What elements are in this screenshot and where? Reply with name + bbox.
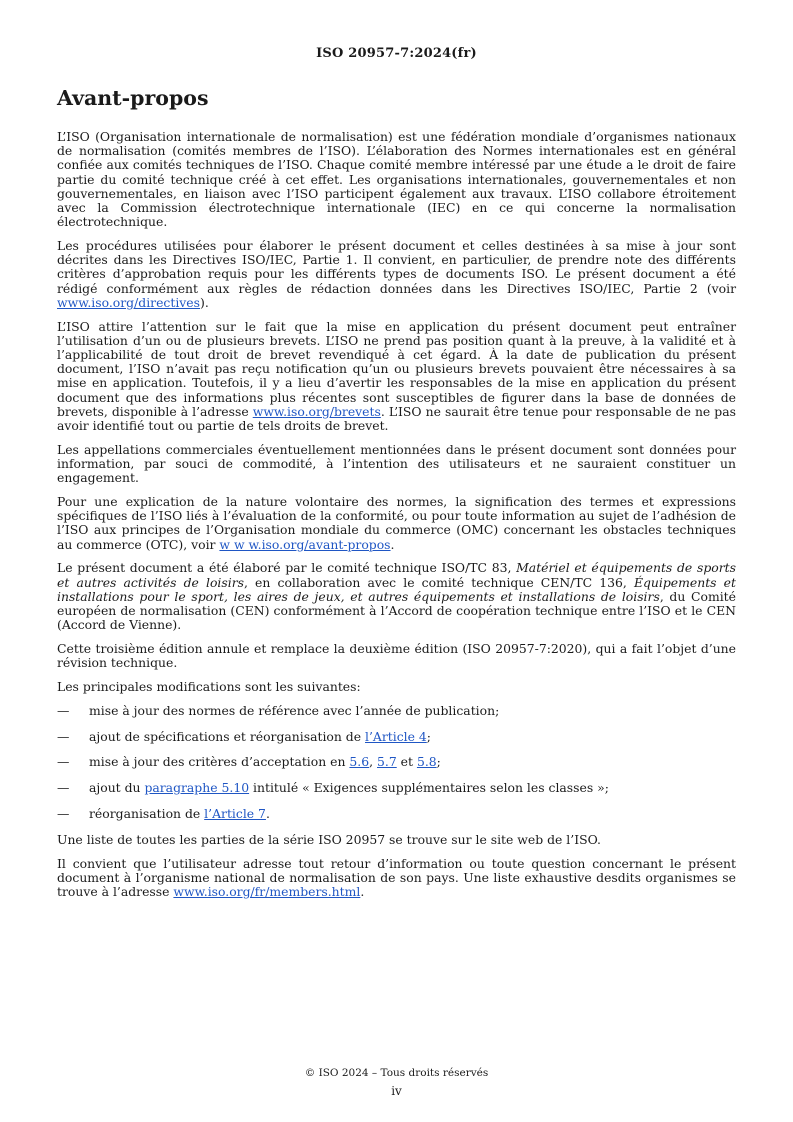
paragraph-voluntary-nature: Pour une explication de la nature volontaire des normes, la signification des termes et expressions spécifiques de l’ISO liés à l’évaluation de la conformité, ou pour toute information au sujet de l’adhésion de l’ISO aux principes de l’Organisation mondiale du commerce (OMC) concernant les obstacles techniques au commerce (OTC), voir w w w.iso.org/avant-propos. bbox=[57, 494, 736, 552]
paragraph-iso-intro: L’ISO (Organisation internationale de normalisation) est une fédération mondiale d’organismes nationaux de normalisation (comités membres de l’ISO). L’élaboration des Normes internationales est en général confiée aux comités techniques de l’ISO. Chaque comité membre intéressé par une étude a le droit de faire partie du comité technique créé à cet effet. Les organisations internationales, gouvernementales et non gouvernementales, en liaison avec l’ISO participent également aux travaux. L’ISO collabore étroitement avec la Commission électrotechnique internationale (IEC) en ce qui concerne la normalisation électrotechnique. bbox=[57, 129, 736, 230]
paragraph-patents: L’ISO attire l’attention sur le fait que la mise en application du présent document peut entraîner l’utilisation d’un ou de plusieurs brevets. L’ISO ne prend pas position quant à la preuve, à la validité et à l’applicabilité de tout droit de brevet revendiqué à cet égard. À la date de publication du présent document, l’ISO n’avait pas reçu notification qu’un ou plusieurs brevets pouvaient être nécessaires à sa mise en application. Toutefois, il y a lieu d’avertir les responsables de la mise en application du présent document que des informations plus récentes sont susceptibles de figurer dans la base de données de brevets, disponible à l’adresse www.iso.org/brevets. L’ISO ne saurait être tenue pour responsable de ne pas avoir identifié tout ou partie de tels droits de brevet. bbox=[57, 318, 736, 434]
list-item: — mise à jour des critères d’acceptation en 5.6, 5.7 et 5.8; bbox=[57, 754, 441, 770]
dash-marker: — bbox=[57, 780, 70, 796]
dash-marker: — bbox=[57, 806, 70, 822]
paragraph-edition: Cette troisième édition annule et remplace la deuxième édition (ISO 20957-7:2020), qui a fait l’objet d’une révision technique. bbox=[57, 641, 736, 671]
list-item: — réorganisation de l’Article 7. bbox=[57, 806, 270, 822]
list-item: — mise à jour des normes de référence avec l’année de publication; bbox=[57, 702, 500, 718]
paragraph-feedback: Il convient que l’utilisateur adresse tout retour d’information ou toute question concernant le présent document à l’organisme national de normalisation de son pays. Une liste exhaustive desdits organismes se trouve à l’adresse www.iso.org/fr/members.html. bbox=[57, 855, 736, 900]
dash-marker: — bbox=[57, 728, 70, 744]
paragraph-procedures: Les procédures utilisées pour élaborer le présent document et celles destinées à sa mise à jour sont décrites dans les Directives ISO/IEC, Partie 1. Il convient, en particulier, de prendre note des différents critères d’approbation requis pour les différents types de documents ISO. Le présent document a été rédigé conformément aux règles de rédaction données dans les Directives ISO/IEC, Partie 2 (voir www.iso.org/directives). bbox=[57, 238, 736, 310]
copyright-footer: © ISO 2024 – Tous droits réservés bbox=[304, 1067, 489, 1079]
document-body bbox=[57, 130, 736, 899]
page-number: iv bbox=[391, 1084, 402, 1098]
list-item: — ajout de spécifications et réorganisation de l’Article 4; bbox=[57, 728, 431, 744]
foreword-link[interactable]: w w w.iso.org/avant-propos bbox=[219, 536, 391, 552]
article-7-link[interactable]: l’Article 7 bbox=[204, 806, 266, 822]
dash-marker: — bbox=[57, 702, 70, 718]
clause-5-7-link[interactable]: 5.7 bbox=[377, 754, 397, 770]
paragraph-trade-names: Les appellations commerciales éventuellement mentionnées dans le présent document sont données pour information, par souci de commodité, à l’intention des utilisateurs et ne sauraient constituer un engagement. bbox=[57, 441, 736, 486]
dash-marker: — bbox=[57, 754, 70, 770]
directives-link[interactable]: www.iso.org/directives bbox=[57, 294, 200, 310]
clause-5-6-link[interactable]: 5.6 bbox=[349, 754, 370, 770]
clause-5-8-link[interactable]: 5.8 bbox=[416, 754, 437, 770]
patents-link[interactable]: www.iso.org/brevets bbox=[252, 403, 381, 419]
article-4-link[interactable]: l’Article 4 bbox=[365, 728, 427, 744]
members-link[interactable]: www.iso.org/fr/members.html bbox=[173, 884, 361, 900]
list-item: — ajout du paragraphe 5.10 intitulé « Exigences supplémentaires selon les classes »; bbox=[57, 780, 609, 796]
document-header: ISO 20957-7:2024(fr) bbox=[316, 46, 477, 61]
paragraph-changes-intro: Les principales modifications sont les suivantes: bbox=[57, 679, 361, 695]
paragraph-committee: Le présent document a été élaboré par le comité technique ISO/TC 83, Matériel et équipements de sports et autres activités de loisirs, en collaboration avec le comité technique CEN/TC 136, Équipements et installations pour le sport, les aires de jeux, et autres équipements et installations de loisirs, du Comité européen de normalisation (CEN) conformément à l’Accord de coopération technique entre l’ISO et le CEN (Accord de Vienne). bbox=[57, 560, 736, 633]
paragraph-5-10-link[interactable]: paragraphe 5.10 bbox=[144, 780, 250, 796]
paragraph-series: Une liste de toutes les parties de la série ISO 20957 se trouve sur le site web de l’ISO. bbox=[57, 831, 601, 847]
section-title: Avant-propos bbox=[57, 86, 209, 110]
